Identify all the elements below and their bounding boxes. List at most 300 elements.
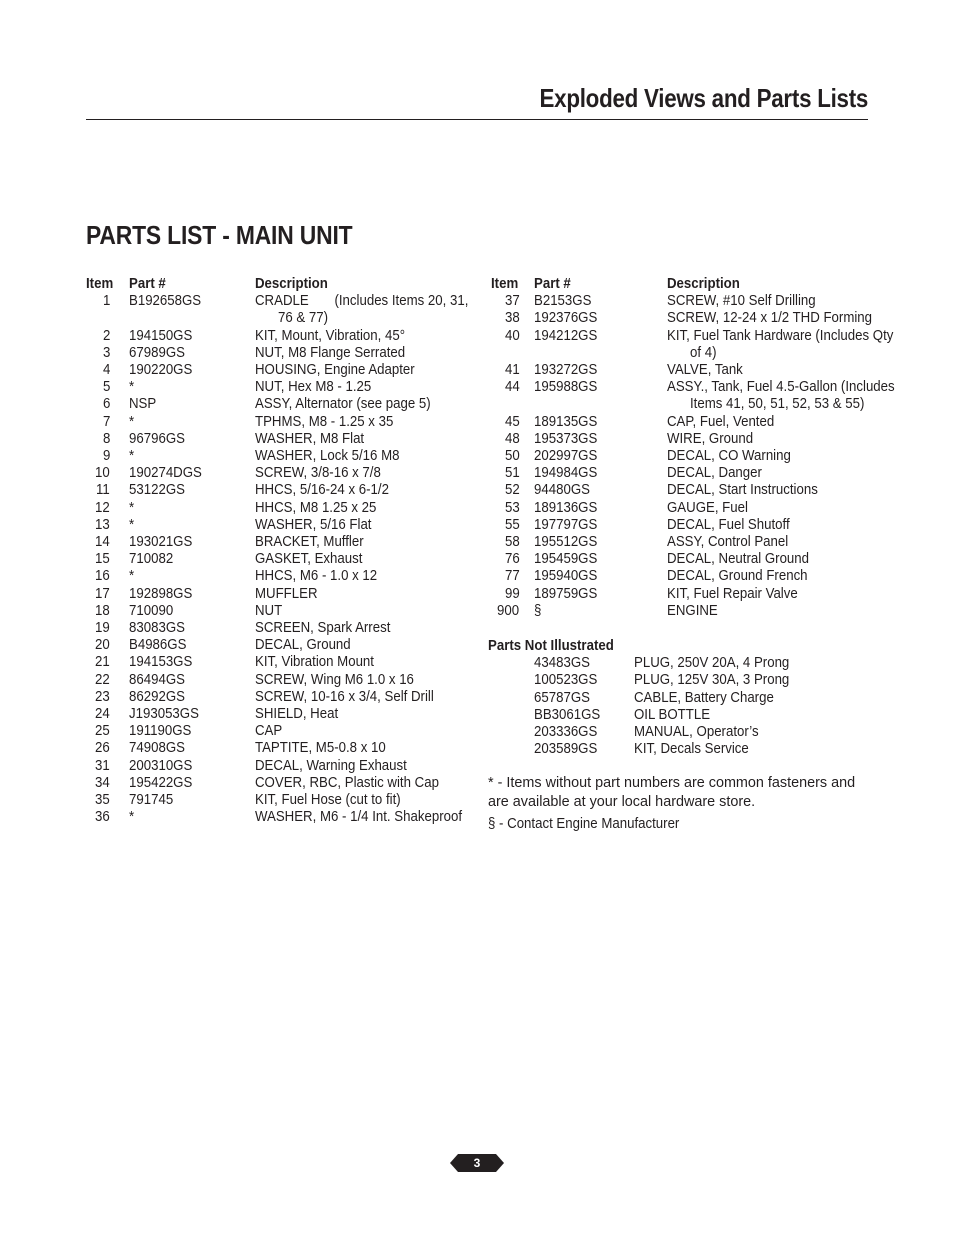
description-cell <box>255 396 464 413</box>
part-number: * <box>129 568 135 585</box>
part-cell <box>521 517 667 534</box>
item-number: 4 <box>102 362 111 379</box>
part-cell <box>521 310 667 327</box>
part-number: 203336GS <box>534 724 598 741</box>
item-number: 26 <box>94 740 110 757</box>
item-cell <box>86 723 111 740</box>
description-cell <box>255 568 464 585</box>
item-number: 21 <box>94 654 110 671</box>
description-cell <box>255 620 464 637</box>
part-cell <box>488 707 634 724</box>
item-cell <box>86 431 111 448</box>
item-number: 19 <box>94 620 110 637</box>
description-cell <box>255 689 464 706</box>
item-cell <box>86 758 111 775</box>
part-cell <box>111 551 255 568</box>
item-number: 38 <box>504 310 520 327</box>
item-number: 41 <box>504 362 520 379</box>
item-number: 11 <box>96 482 110 499</box>
table-row <box>86 551 464 568</box>
item-number: 6 <box>102 396 111 413</box>
part-number: 189759GS <box>534 585 598 602</box>
item-cell <box>86 809 111 826</box>
table-header <box>488 276 868 293</box>
item-cell <box>86 396 111 413</box>
description-cell <box>667 568 868 585</box>
part-cell <box>521 568 667 585</box>
description-cell <box>255 758 464 775</box>
part-cell <box>521 328 667 345</box>
item-cell <box>86 517 111 534</box>
part-number: § <box>534 602 542 619</box>
part-number: 86292GS <box>129 688 185 705</box>
description-cell <box>667 362 868 379</box>
part-cell <box>521 448 667 465</box>
item-cell <box>488 534 521 551</box>
part-number: 195940GS <box>534 568 598 585</box>
description-cell <box>667 448 868 465</box>
part-number: BB3061GS <box>534 706 601 723</box>
item-number: 44 <box>504 379 520 396</box>
description-cell <box>667 500 868 517</box>
description-text: CAP <box>255 723 283 740</box>
not-illustrated-label-text: Parts Not Illustrated <box>488 638 614 655</box>
table-row <box>488 707 868 724</box>
part-number: 195422GS <box>129 774 193 791</box>
asterisk-note <box>488 774 868 812</box>
part-cell <box>111 500 255 517</box>
item-number: 36 <box>94 809 110 826</box>
description-text: ASSY, Alternator (see page 5) <box>255 396 431 413</box>
description-continuation: of 4) <box>690 344 717 361</box>
description-text: HHCS, 5/16-24 x 6-1/2 <box>255 482 389 499</box>
item-number: 35 <box>94 792 110 809</box>
item-number: 22 <box>94 671 110 688</box>
part-cell <box>521 586 667 603</box>
part-cell <box>521 293 667 310</box>
part-cell <box>111 568 255 585</box>
part-number: 192376GS <box>534 310 598 327</box>
description-cell <box>634 655 868 672</box>
item-cell <box>86 362 111 379</box>
item-number: 48 <box>504 430 520 447</box>
table-header <box>86 276 464 293</box>
table-row <box>86 379 464 396</box>
item-cell <box>488 414 521 431</box>
part-number: 203589GS <box>534 741 598 758</box>
part-number: B192658GS <box>129 293 202 310</box>
part-cell <box>111 534 255 551</box>
table-row <box>86 362 464 379</box>
item-column-header: Item <box>491 276 519 292</box>
description-cell <box>255 551 464 568</box>
description-cell <box>667 482 868 499</box>
part-number: * <box>129 413 135 430</box>
item-number: 76 <box>504 551 520 568</box>
item-cell <box>488 310 521 327</box>
item-number: 50 <box>504 448 520 465</box>
part-number: 791745 <box>129 792 174 809</box>
section-note <box>488 815 868 834</box>
description-cell <box>255 328 464 345</box>
item-number: 53 <box>504 499 520 516</box>
item-cell <box>86 792 111 809</box>
item-number: 900 <box>496 602 520 619</box>
description-cell <box>634 724 868 741</box>
item-cell <box>488 379 521 396</box>
item-number: 15 <box>94 551 110 568</box>
table-row <box>488 379 895 413</box>
description-text: SCREW, 10-16 x 3/4, Self Drill <box>255 688 434 705</box>
section-note-text: § - Contact Engine Manufacturer <box>488 816 680 833</box>
part-cell <box>111 706 255 723</box>
table-row <box>86 740 464 757</box>
item-number: 9 <box>102 448 111 465</box>
description-cell <box>255 603 464 620</box>
part-number: B2153GS <box>534 293 592 310</box>
description-cell <box>255 672 464 689</box>
part-number: 192898GS <box>129 585 193 602</box>
description-cell <box>667 310 890 327</box>
description-text: DECAL, Warning Exhaust <box>255 757 407 774</box>
description-text: SCREW, 3/8-16 x 7/8 <box>255 465 381 482</box>
part-cell <box>111 482 255 499</box>
description-cell <box>255 414 464 431</box>
table-row <box>86 293 469 327</box>
part-cell <box>488 724 634 741</box>
part-number: 190220GS <box>129 362 193 379</box>
item-cell <box>86 328 111 345</box>
part-cell <box>111 414 255 431</box>
parts-table-left <box>86 276 469 827</box>
description-text: COVER, RBC, Plastic with Cap <box>255 774 439 791</box>
table-row <box>86 637 464 654</box>
description-cell <box>255 723 464 740</box>
description-text: SCREW, 12-24 x 1/2 THD Forming <box>667 310 873 327</box>
item-cell <box>488 448 521 465</box>
description-cell <box>255 809 480 826</box>
page-header-title: Exploded Views and Parts Lists <box>539 83 868 113</box>
table-row <box>86 568 464 585</box>
table-row <box>86 706 464 723</box>
part-cell <box>521 379 667 396</box>
item-number: 17 <box>94 585 110 602</box>
item-cell <box>488 586 521 603</box>
description-text: SCREW, Wing M6 1.0 x 16 <box>255 671 414 688</box>
item-cell <box>86 500 111 517</box>
item-number: 99 <box>504 585 520 602</box>
part-number: 74908GS <box>129 740 185 757</box>
item-cell <box>86 414 111 431</box>
description-text: TAPTITE, M5-0.8 x 10 <box>255 740 386 757</box>
item-number: 34 <box>94 774 110 791</box>
description-text: WASHER, 5/16 Flat <box>255 516 372 533</box>
description-text: CABLE, Battery Charge <box>634 689 774 706</box>
item-cell <box>86 465 111 482</box>
part-cell <box>111 775 255 792</box>
description-cell <box>255 586 464 603</box>
parts-rows-left <box>86 293 469 826</box>
description-cell <box>255 706 464 723</box>
description-cell <box>255 362 464 379</box>
description-cell <box>255 775 464 792</box>
description-text: SCREW, #10 Self Drilling <box>667 293 816 310</box>
description-text: TPHMS, M8 - 1.25 x 35 <box>255 413 394 430</box>
part-number: 191190GS <box>129 723 192 740</box>
table-row <box>86 654 464 671</box>
item-cell <box>488 362 521 379</box>
table-row <box>488 655 868 672</box>
part-number: 83083GS <box>129 620 185 637</box>
item-cell <box>86 689 111 706</box>
description-text: GASKET, Exhaust <box>255 551 363 568</box>
part-number: 94480GS <box>534 482 590 499</box>
table-row <box>86 517 464 534</box>
item-number: 3 <box>102 344 111 361</box>
part-cell <box>111 586 255 603</box>
description-text: NUT <box>255 602 283 619</box>
item-cell <box>86 293 111 310</box>
part-number: 194984GS <box>534 465 598 482</box>
description-column-header: Description <box>255 276 328 292</box>
table-row <box>488 534 868 551</box>
item-number: 40 <box>504 327 520 344</box>
asterisk-note-text: * - Items without part numbers are common fasteners and are available at your local hardware store. <box>488 775 856 811</box>
table-row <box>86 620 464 637</box>
item-cell <box>488 293 521 310</box>
table-row <box>86 431 464 448</box>
part-number: 195988GS <box>534 379 598 396</box>
part-number: NSP <box>129 396 157 413</box>
item-number: 37 <box>504 293 520 310</box>
table-row <box>86 482 464 499</box>
description-cell <box>255 500 464 517</box>
part-cell <box>111 379 255 396</box>
table-row <box>488 431 868 448</box>
header-divider <box>86 119 868 120</box>
part-number: * <box>129 516 135 533</box>
item-number: 45 <box>504 413 520 430</box>
description-text: ENGINE <box>667 602 718 619</box>
not-illustrated-label <box>488 638 868 655</box>
part-number: B4986GS <box>129 637 187 654</box>
table-row <box>488 465 868 482</box>
item-number: 2 <box>102 327 111 344</box>
part-number: 193021GS <box>129 534 193 551</box>
item-number: 1 <box>102 293 111 310</box>
part-number: 194150GS <box>129 327 193 344</box>
item-cell <box>86 379 111 396</box>
item-cell <box>86 706 111 723</box>
part-cell <box>111 689 255 706</box>
description-cell <box>255 792 464 809</box>
description-cell <box>667 379 914 413</box>
description-text: CAP, Fuel, Vented <box>667 413 775 430</box>
part-number: 53122GS <box>129 482 185 499</box>
item-cell <box>86 740 111 757</box>
part-cell <box>488 672 634 689</box>
part-number: 86494GS <box>129 671 185 688</box>
item-cell <box>86 345 111 362</box>
description-cell <box>667 431 868 448</box>
table-row <box>86 396 464 413</box>
table-row <box>488 327 894 362</box>
part-number: 100523GS <box>534 672 598 689</box>
table-row <box>86 586 464 603</box>
table-row <box>488 362 868 379</box>
description-cell <box>255 740 464 757</box>
description-text: KIT, Vibration Mount <box>255 654 374 671</box>
description-text: HOUSING, Engine Adapter <box>255 362 415 379</box>
part-cell <box>521 414 667 431</box>
description-text: DECAL, Start Instructions <box>667 482 818 499</box>
description-cell <box>667 517 868 534</box>
description-cell <box>667 586 868 603</box>
part-cell <box>488 690 634 707</box>
table-row <box>488 568 868 585</box>
table-row <box>86 792 464 809</box>
part-cell <box>111 465 255 482</box>
table-row <box>488 741 868 758</box>
item-cell <box>86 586 111 603</box>
table-row <box>488 672 868 689</box>
description-text: DECAL, Danger <box>667 465 762 482</box>
table-row <box>86 809 464 826</box>
part-number: 65787GS <box>534 689 590 706</box>
part-cell <box>111 396 255 413</box>
description-text: SHIELD, Heat <box>255 706 339 723</box>
item-cell <box>488 431 521 448</box>
table-row <box>488 690 868 707</box>
table-row <box>86 448 464 465</box>
part-cell <box>111 672 255 689</box>
part-cell <box>521 482 667 499</box>
table-row <box>86 465 464 482</box>
item-number: 31 <box>94 757 110 774</box>
part-cell <box>111 809 255 826</box>
item-number: 23 <box>94 688 110 705</box>
description-text: BRACKET, Muffler <box>255 534 364 551</box>
description-text: MUFFLER <box>255 585 318 602</box>
description-cell <box>255 517 464 534</box>
item-number: 25 <box>94 723 110 740</box>
description-text: HHCS, M8 1.25 x 25 <box>255 499 377 516</box>
item-cell <box>86 672 111 689</box>
description-cell <box>667 603 868 620</box>
item-number: 14 <box>94 534 110 551</box>
item-cell <box>488 551 521 568</box>
part-number: 190274DGS <box>129 465 202 482</box>
part-number: 710090 <box>129 602 174 619</box>
description-text: KIT, Fuel Hose (cut to fit) <box>255 792 401 809</box>
part-cell <box>111 758 255 775</box>
description-cell <box>634 672 868 689</box>
item-number: 13 <box>94 516 110 533</box>
parts-table-right <box>488 276 895 837</box>
part-number: 193272GS <box>534 362 598 379</box>
item-number: 20 <box>94 637 110 654</box>
part-cell <box>488 741 634 758</box>
description-cell <box>634 741 868 758</box>
description-cell <box>634 690 868 707</box>
part-cell <box>488 655 634 672</box>
item-cell <box>488 465 521 482</box>
description-cell <box>667 534 868 551</box>
description-cell <box>634 707 868 724</box>
description-cell <box>255 465 464 482</box>
item-number: 7 <box>102 413 111 430</box>
item-number: 58 <box>504 534 520 551</box>
description-text: DECAL, Fuel Shutoff <box>667 516 790 533</box>
part-cell <box>111 740 255 757</box>
description-cell <box>667 328 913 362</box>
item-cell <box>488 328 521 345</box>
description-continuation: 76 & 77) <box>278 310 329 327</box>
description-cell <box>255 431 464 448</box>
item-cell <box>488 517 521 534</box>
part-number: 710082 <box>129 551 174 568</box>
page-number-badge <box>450 1150 504 1176</box>
part-number: 195459GS <box>534 551 598 568</box>
item-number: 12 <box>94 499 110 516</box>
table-row <box>86 345 464 362</box>
part-cell <box>521 431 667 448</box>
part-cell <box>521 465 667 482</box>
description-text: MANUAL, Operator’s <box>634 724 759 741</box>
description-text: ASSY., Tank, Fuel 4.5-Gallon (Includes <box>667 379 895 396</box>
item-column-header: Item <box>86 276 114 292</box>
part-cell <box>111 431 255 448</box>
item-cell <box>488 500 521 517</box>
description-text: ASSY, Control Panel <box>667 534 789 551</box>
description-column-header: Description <box>667 276 740 292</box>
description-text: GAUGE, Fuel <box>667 499 748 516</box>
description-cell <box>255 345 464 362</box>
description-cell <box>255 534 464 551</box>
item-cell <box>488 603 521 620</box>
part-cell <box>111 293 255 310</box>
item-cell <box>86 482 111 499</box>
item-cell <box>86 620 111 637</box>
item-number: 8 <box>102 430 111 447</box>
description-text: DECAL, Ground French <box>667 568 808 585</box>
description-text: PLUG, 250V 20A, 4 Prong <box>634 655 790 672</box>
table-row <box>488 517 868 534</box>
item-number: 77 <box>504 568 520 585</box>
part-number: 195373GS <box>534 430 598 447</box>
part-cell <box>111 620 255 637</box>
part-number: 197797GS <box>534 516 598 533</box>
part-cell <box>111 362 255 379</box>
description-cell <box>667 293 868 310</box>
item-cell <box>86 603 111 620</box>
description-cell <box>667 551 868 568</box>
section-title: PARTS LIST - MAIN UNIT <box>86 220 353 250</box>
part-cell <box>521 603 667 620</box>
table-row <box>488 414 868 431</box>
part-column-header: Part # <box>129 276 166 292</box>
item-cell <box>488 482 521 499</box>
table-row <box>86 603 464 620</box>
table-row <box>86 414 464 431</box>
description-cell <box>255 637 464 654</box>
item-cell <box>86 654 111 671</box>
description-cell <box>255 293 487 327</box>
description-text: KIT, Decals Service <box>634 741 749 758</box>
table-row <box>86 672 464 689</box>
part-cell <box>521 500 667 517</box>
item-cell <box>86 568 111 585</box>
